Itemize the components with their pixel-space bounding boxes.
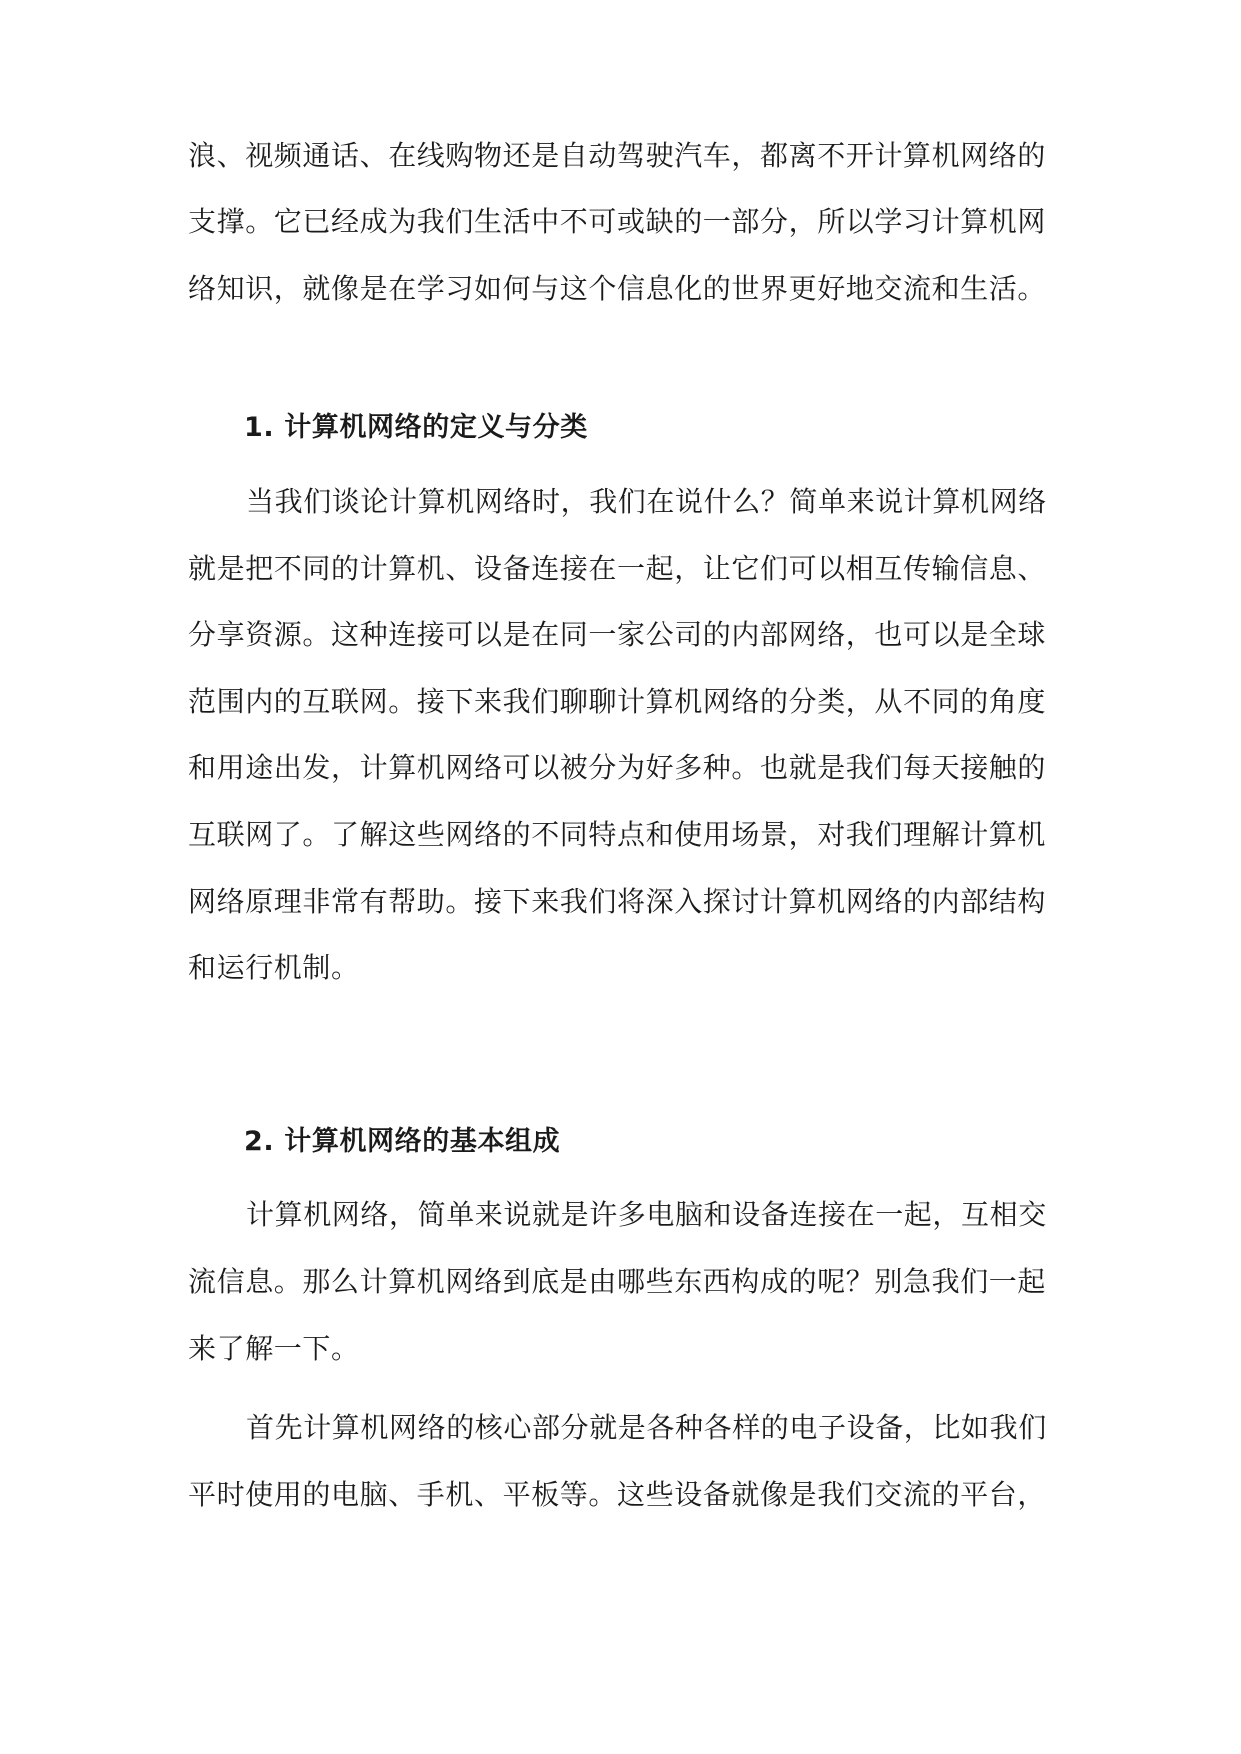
paragraph-line: 就是把不同的计算机、设备连接在一起，让它们可以相互传输信息、 [188, 552, 1047, 585]
paragraph-line: 平时使用的电脑、手机、平板等。这些设备就像是我们交流的平台， [188, 1478, 1047, 1511]
paragraph-line: 计算机网络，简单来说就是许多电脑和设备连接在一起，互相交 [246, 1198, 1047, 1231]
paragraph-line: 支撑。它已经成为我们生活中不可或缺的一部分，所以学习计算机网 [188, 205, 1047, 238]
paragraph-line: 当我们谈论计算机网络时，我们在说什么？简单来说计算机网络 [246, 485, 1047, 518]
paragraph-line: 来了解一下。 [188, 1332, 360, 1365]
paragraph-line: 范围内的互联网。接下来我们聊聊计算机网络的分类，从不同的角度 [188, 685, 1047, 718]
paragraph-line: 流信息。那么计算机网络到底是由哪些东西构成的呢？别急我们一起 [188, 1265, 1047, 1298]
section-heading-2: 2. 计算机网络的基本组成 [244, 1126, 561, 1157]
paragraph-line: 网络原理非常有帮助。接下来我们将深入探讨计算机网络的内部结构 [188, 885, 1047, 918]
paragraph-line: 络知识，就像是在学习如何与这个信息化的世界更好地交流和生活。 [188, 272, 1047, 305]
paragraph-line: 首先计算机网络的核心部分就是各种各样的电子设备，比如我们 [246, 1411, 1047, 1444]
paragraph-line: 和用途出发，计算机网络可以被分为好多种。也就是我们每天接触的 [188, 751, 1047, 784]
paragraph-line: 分享资源。这种连接可以是在同一家公司的内部网络，也可以是全球 [188, 618, 1047, 651]
paragraph-line: 浪、视频通话、在线购物还是自动驾驶汽车，都离不开计算机网络的 [188, 139, 1047, 172]
paragraph-line: 互联网了。了解这些网络的不同特点和使用场景，对我们理解计算机 [188, 818, 1047, 851]
paragraph-line: 和运行机制。 [188, 951, 360, 984]
section-heading-1: 1. 计算机网络的定义与分类 [244, 412, 588, 443]
